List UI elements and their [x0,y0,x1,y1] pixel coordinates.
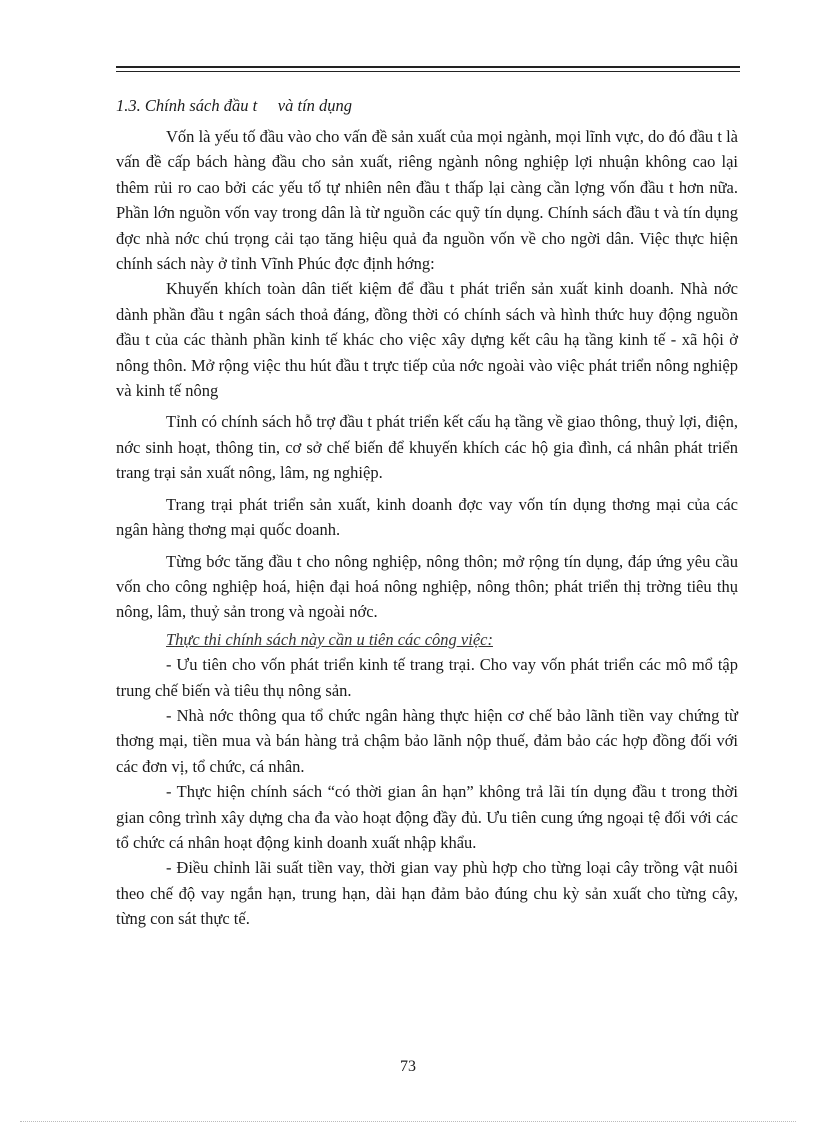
body-text [116,124,738,932]
list-item: - Điều chỉnh lãi suất tiền vay, thời gian vay phù hợp cho từng loại cây trồng vật nuôi theo chế độ vay ngắn hạn, trung hạn, dài hạn đảm bảo đúng chu kỳ sản xuất cho từng cây, từng con sát thực tế. [116,858,738,929]
header-rule-thick [116,66,740,68]
section-heading: 1.3. Chính sách đầu t và tín dụng [116,96,353,115]
list-item: - Nhà nớc thông qua tổ chức ngân hàng thực hiện cơ chế bảo lãnh tiền vay chứng từ thơng mại, tiền mua và bán hàng trả chậm bảo lãnh nộp thuế, đảm bảo các hợp đồng đối với các đơn vị, tổ chức, cá nhân. [116,705,738,776]
page-number: 73 [400,1058,416,1075]
subheading: Thực thi chính sách này cần u tiên các công việc: [166,629,493,649]
paragraph: Vốn là yếu tố đầu vào cho vấn đề sản xuất của mọi ngành, mọi lĩnh vực, do đó đầu t là vấn đề cấp bách hàng đầu cho sản xuất, riêng ngành nông nghiệp lợi nhuận không cao lại thêm rủi ro cao bởi các yếu tố tự nhiên nên đầu t thấp lại càng cần lợng vốn đầu t hơn nữa. Phần lớn nguồn vốn vay trong dân là từ nguồn các quỹ tín dụng. Chính sách đầu t và tín dụng đợc nhà nớc chú trọng cải tạo tăng hiệu quả đa nguồn vốn về cho ngời dân. Việc thực hiện chính sách này ở tỉnh Vĩnh Phúc đợc định hớng: [116,127,738,274]
page-bottom-border [20,1121,796,1122]
list-item: - Thực hiện chính sách “có thời gian ân hạn” không trả lãi tín dụng đầu t trong thời gian công trình xây dựng cha đa vào hoạt động đầy đủ. Ưu tiên cung ứng ngoại tệ đối với các tổ chức cá nhân hoạt động kinh doanh xuất nhập khẩu. [116,782,738,852]
paragraph: Tỉnh có chính sách hỗ trợ đầu t phát triển kết cấu hạ tầng về giao thông, thuỷ lợi, điện, nớc sinh hoạt, thông tin, cơ sở chế biến để khuyến khích các hộ gia đình, cá nhân phát triển trang trại sản xuất nông, lâm, ng nghiệp. [116,412,738,483]
paragraph: Trang trại phát triển sản xuất, kinh doanh đợc vay vốn tín dụng thơng mại của các ngân hàng thơng mại quốc doanh. [116,494,738,540]
paragraph: Từng bớc tăng đầu t cho nông nghiệp, nông thôn; mở rộng tín dụng, đáp ứng yêu cầu vốn cho công nghiệp hoá, hiện đại hoá nông nghiệp, nông thôn; phát triển thị trờng tiêu thụ nông, lâm, thuỷ sản trong và ngoài nớc. [116,551,738,622]
list-item: - Ưu tiên cho vốn phát triển kinh tế trang trại. Cho vay vốn phát triển các mô mổ tập trung chế biến và tiêu thụ nông sản. [116,655,738,700]
paragraph: Khuyến khích toàn dân tiết kiệm để đầu t phát triển sản xuất kinh doanh. Nhà nớc dành phần đầu t ngân sách thoả đáng, đồng thời có chính sách và hình thức huy động nguồn đầu t của các thành phần kinh tế khác cho việc xây dựng kết câu hạ tầng kinh tế - xã hội ở nông thôn. Mở rộng việc thu hút đầu t trực tiếp của nớc ngoài vào việc phát triển nông nghiệp và kinh tế nông [116,279,738,401]
header-rule-thin [116,71,740,72]
